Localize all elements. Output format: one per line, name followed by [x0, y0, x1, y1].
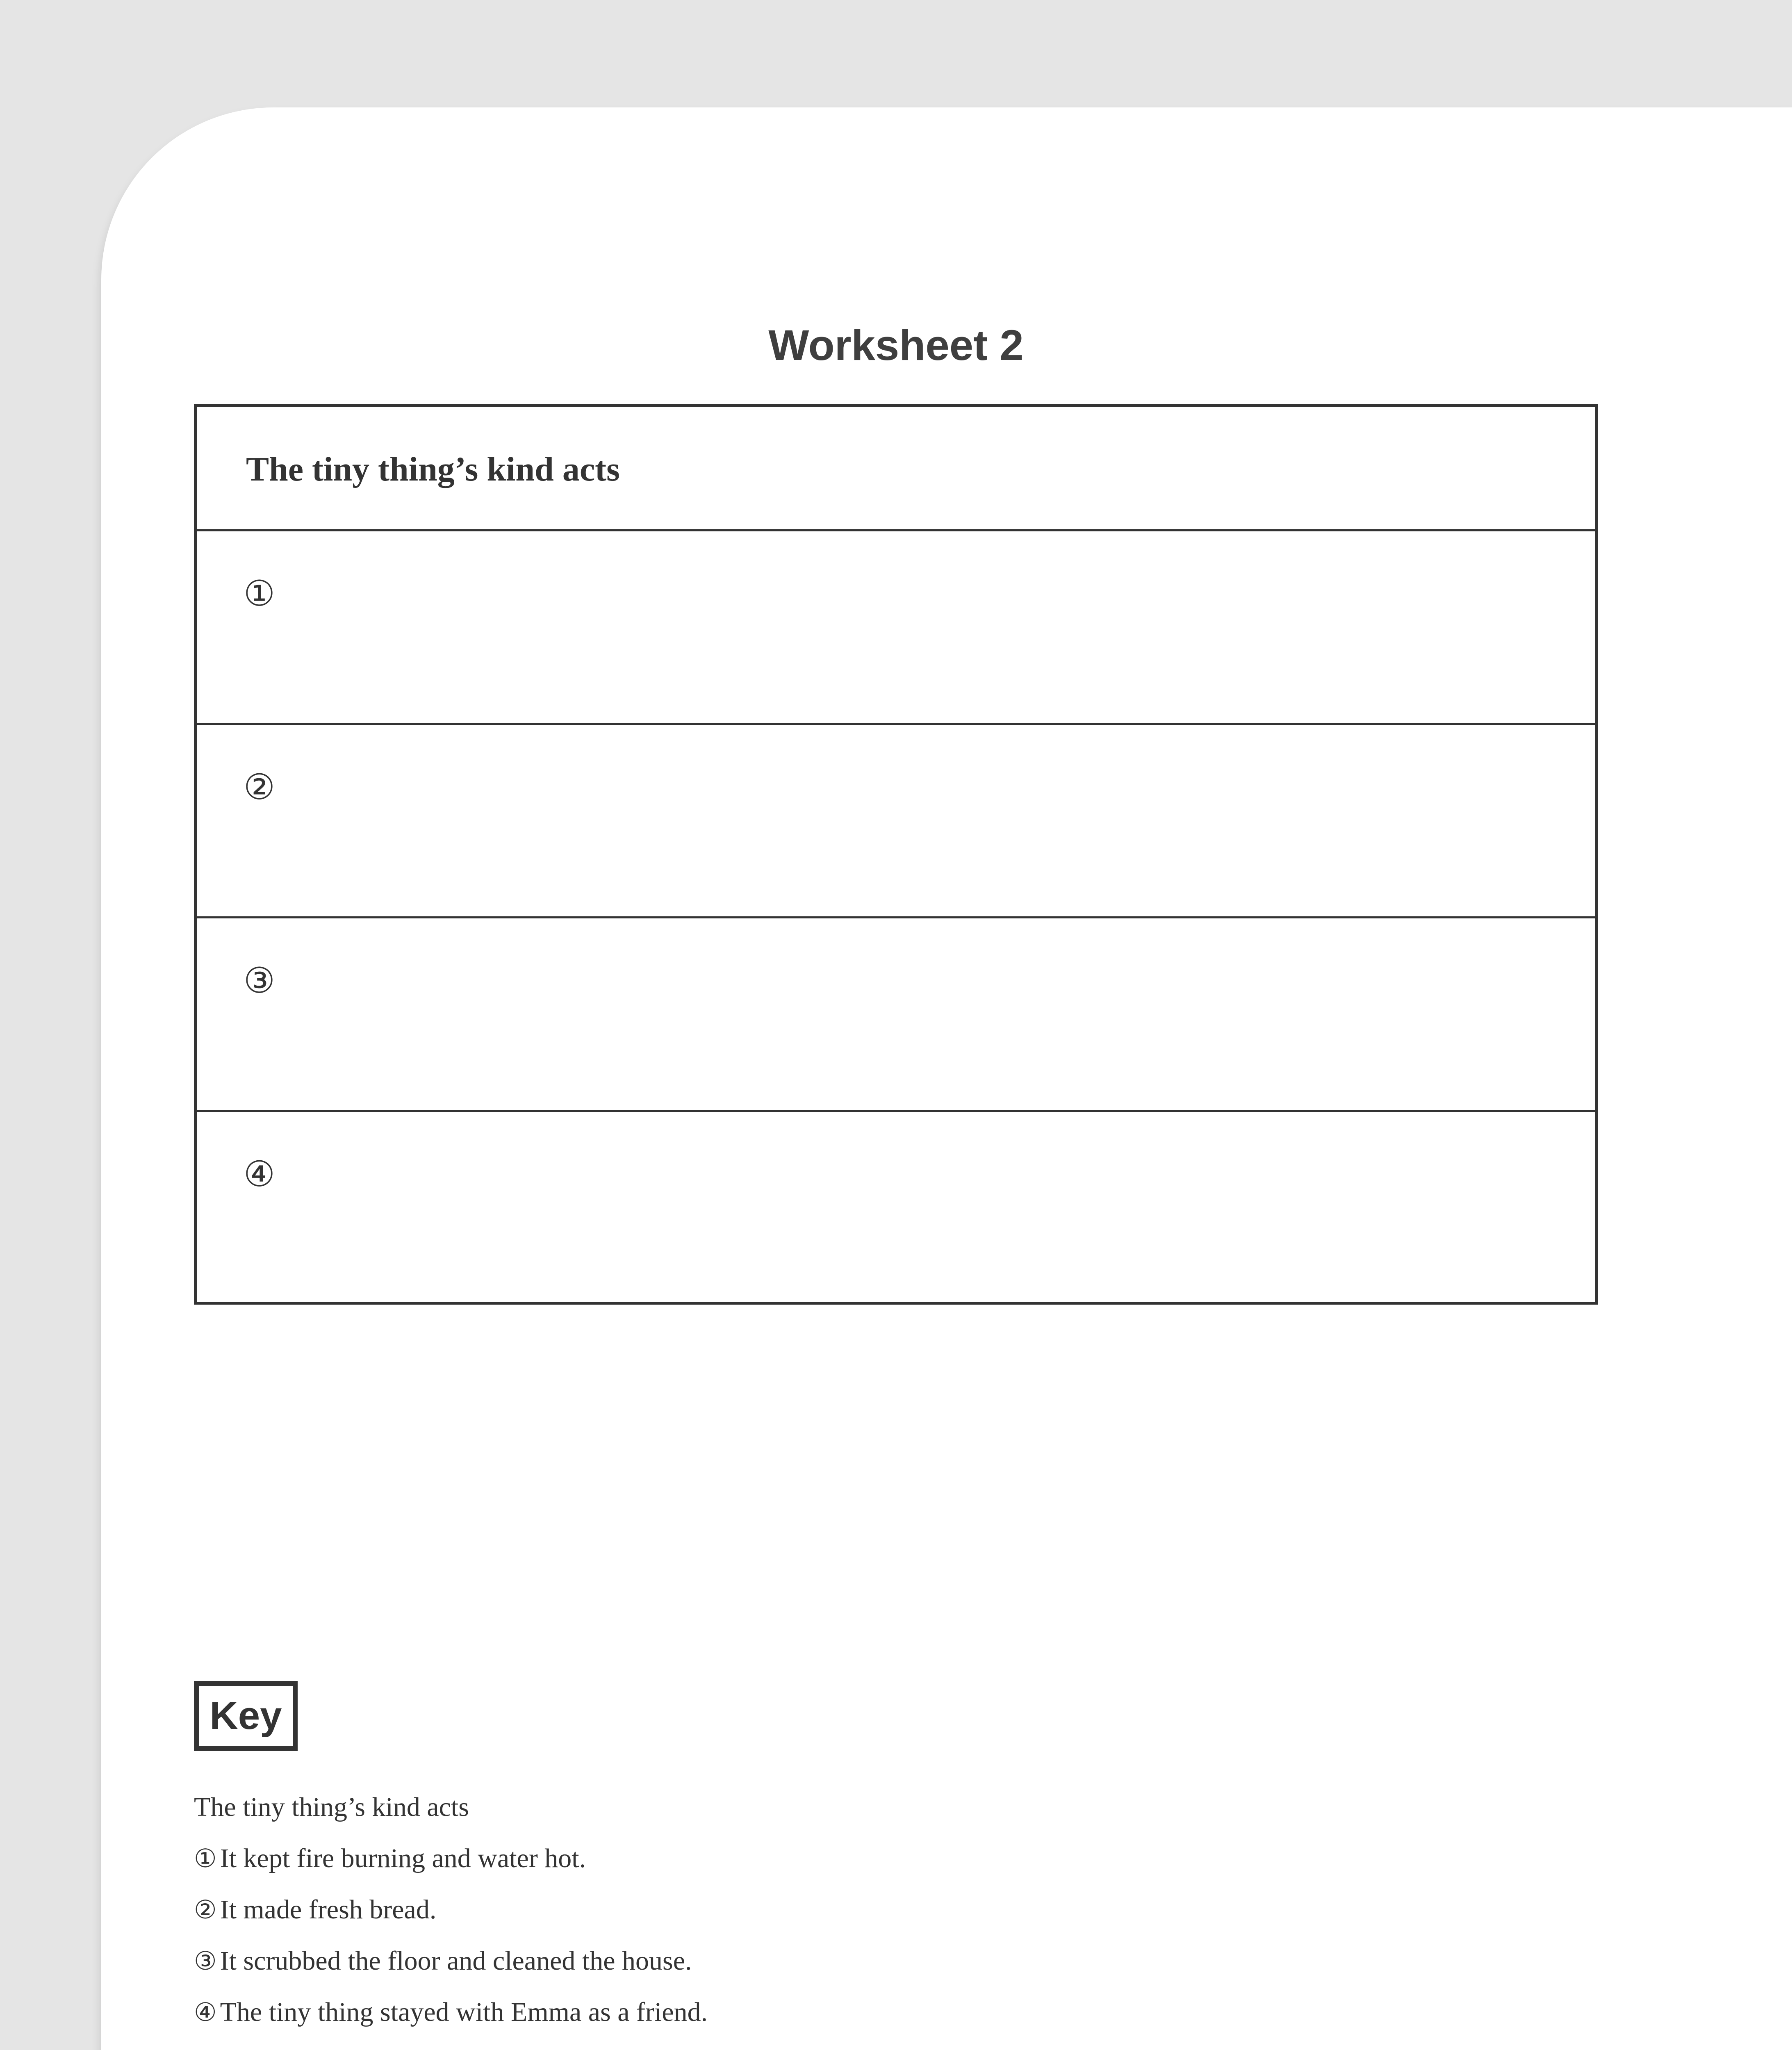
table-header-row	[197, 407, 1595, 531]
answer-text: It made fresh bread.	[220, 1895, 437, 1925]
row-number: ①	[244, 573, 276, 614]
row-number: ③	[244, 960, 276, 1001]
key-answer-item	[194, 1943, 692, 1979]
key-answer-item	[194, 1891, 436, 1928]
answer-number: ③	[194, 1946, 217, 1976]
row-number: ②	[244, 767, 276, 808]
table-row	[197, 1112, 1595, 1305]
answer-number: ②	[194, 1895, 217, 1925]
answer-text: The tiny thing stayed with Emma as a friend.	[220, 1997, 708, 2027]
worksheet-title: Worksheet 2	[768, 321, 1024, 369]
answer-text: It scrubbed the floor and cleaned the house.	[220, 1946, 692, 1976]
table-row	[197, 531, 1595, 725]
row-number: ④	[244, 1154, 276, 1195]
table-row	[197, 725, 1595, 918]
key-answer-item	[194, 1840, 586, 1877]
answer-text: It kept fire burning and water hot.	[220, 1843, 586, 1873]
table-header-text: The tiny thing’s kind acts	[246, 450, 620, 488]
key-heading: The tiny thing’s kind acts	[194, 1792, 469, 1822]
worksheet-table	[194, 404, 1598, 1305]
table-row	[197, 918, 1595, 1112]
key-answer-item	[194, 1994, 708, 2031]
key-label-box: Key	[194, 1681, 298, 1751]
answer-number: ④	[194, 1997, 217, 2027]
answer-number: ①	[194, 1843, 217, 1873]
